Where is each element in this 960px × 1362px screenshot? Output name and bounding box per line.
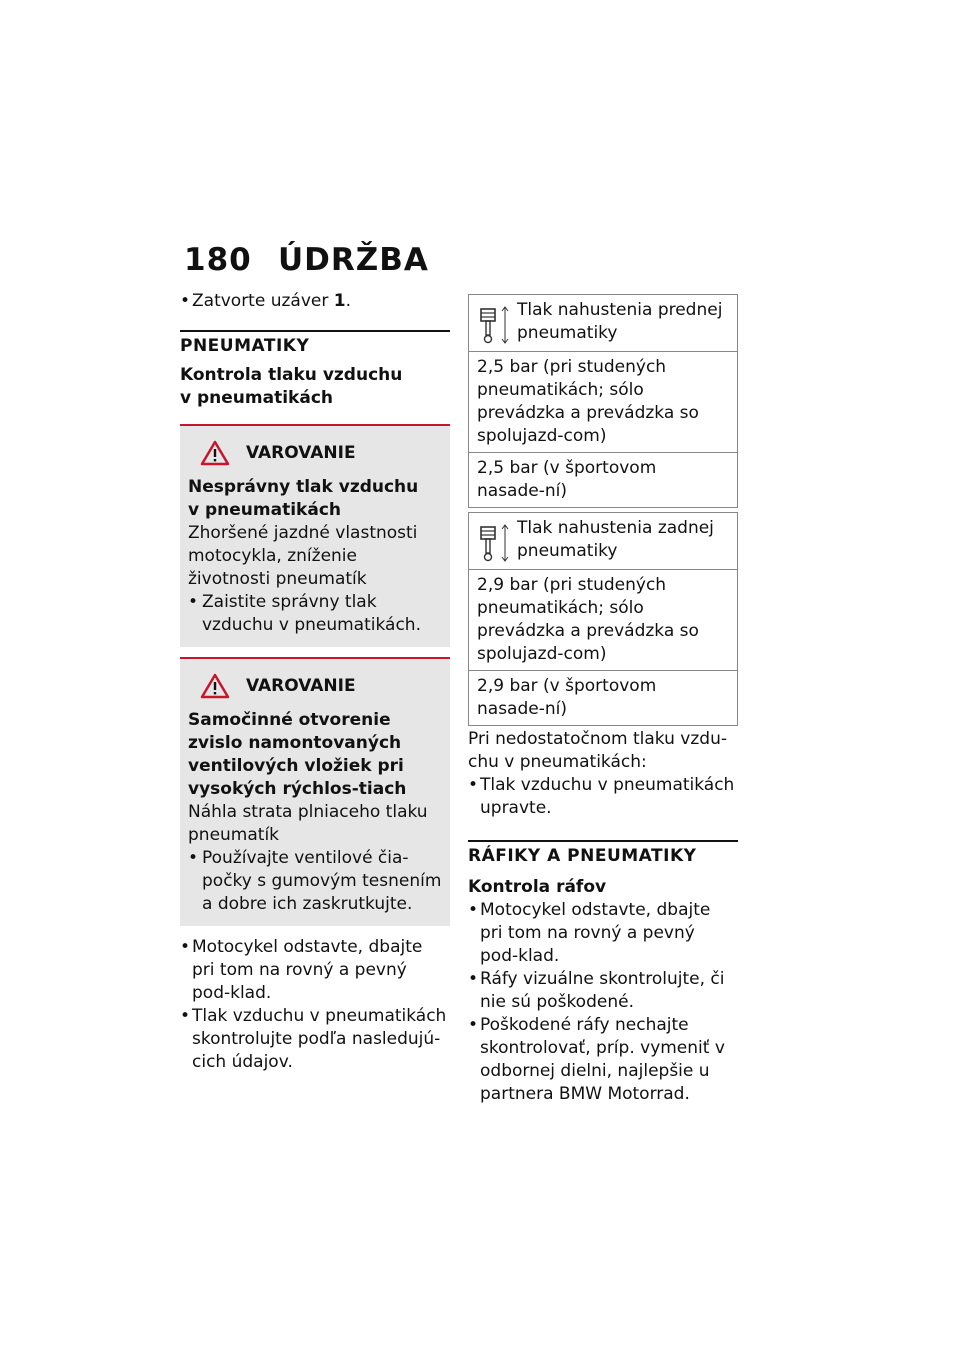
warning-text: Náhla strata plniaceho tlaku pneumatík [188, 802, 428, 845]
bullet-park-motorcycle: • Motocykel odstavte, dbajte pri tom na rovný a pevný pod-klad. [180, 936, 450, 1005]
warning-title: Samočinné otvorenie zvislo namontovaných ventilových vložiek pri vysokých rýchlos-tiach [188, 710, 407, 799]
table-row: 2,9 bar (v športovom nasade-ní) [469, 670, 737, 725]
table-header-label: Tlak nahustenia zadnej pneumatiky [517, 518, 714, 561]
section-rule [468, 840, 738, 842]
warning-bullet: • Používajte ventilové čia-počky s gumovým tesnením a dobre ich zaskrutkujte. [188, 847, 442, 916]
table-row: 2,5 bar (v športovom nasade-ní) [469, 452, 737, 507]
tyre-pressure-icon [477, 521, 513, 565]
table-header [469, 513, 737, 569]
warning-label: VAROVANIE [246, 676, 356, 696]
warning-title-line1: Nesprávny tlak vzduchu [188, 477, 419, 497]
page-header [184, 242, 429, 278]
tyre-pressure-icon [477, 303, 513, 347]
subsection-title-line1: Kontrola tlaku vzduchu [180, 365, 403, 385]
warning-box-2 [180, 657, 450, 926]
warning-text: Zhoršené jazdné vlastnosti motocykla, zníženie životnosti pneumatík [188, 523, 418, 589]
section-title-pneumatiky: PNEUMATIKY [180, 336, 310, 356]
warning-label: VAROVANIE [246, 443, 356, 463]
subsection-title-kontrola-rafov: Kontrola ráfov [468, 877, 607, 897]
table-header-label: Tlak nahustenia prednej pneumatiky [517, 300, 723, 343]
warning-bullet: • Zaistite správny tlak vzduchu v pneumatikách. [188, 591, 442, 637]
page-title: ÚDRŽBA [278, 242, 429, 278]
warning-header [188, 673, 442, 699]
warning-title-line2: v pneumatikách [188, 500, 341, 520]
right-column [468, 290, 738, 1106]
warning-triangle-icon [200, 673, 230, 699]
left-column [180, 290, 450, 1074]
subsection-title-line2: v pneumatikách [180, 388, 333, 408]
list-item: • Motocykel odstavte, dbajte pri tom na rovný a pevný pod-klad. [468, 899, 738, 968]
table-header [469, 295, 737, 351]
warning-box-1 [180, 424, 450, 647]
warning-triangle-icon [200, 440, 230, 466]
table-row: 2,9 bar (pri studených pneumatikách; sólo prevádzka a prevádzka so spolujazd-com) [469, 569, 737, 670]
low-pressure-text: Pri nedostatočnom tlaku vzdu-chu v pneumatikách: [468, 729, 727, 772]
warning-header [188, 440, 442, 466]
section-rule [180, 330, 450, 332]
low-pressure-bullet: • Tlak vzduchu v pneumatikách upravte. [468, 774, 738, 820]
table-row: 2,5 bar (pri studených pneumatikách; sólo prevádzka a prevádzka so spolujazd-com) [469, 351, 737, 452]
rear-tyre-pressure-table [468, 512, 738, 726]
list-item: • Ráfy vizuálne skontrolujte, či nie sú poškodené. [468, 968, 738, 1014]
list-item: • Poškodené ráfy nechajte skontrolovať, príp. vymeniť v odbornej dielni, najlepšie u partnera BMW Motorrad. [468, 1014, 738, 1106]
bullet-check-pressure: • Tlak vzduchu v pneumatikách skontrolujte podľa nasledujú-cich údajov. [180, 1005, 450, 1074]
section-title-rafiky: RÁFIKY A PNEUMATIKY [468, 846, 697, 866]
close-step: • Zatvorte uzáver 1. [180, 290, 450, 313]
page-number: 180 [184, 242, 252, 278]
front-tyre-pressure-table [468, 294, 738, 508]
close-step-ref: 1 [333, 291, 346, 311]
